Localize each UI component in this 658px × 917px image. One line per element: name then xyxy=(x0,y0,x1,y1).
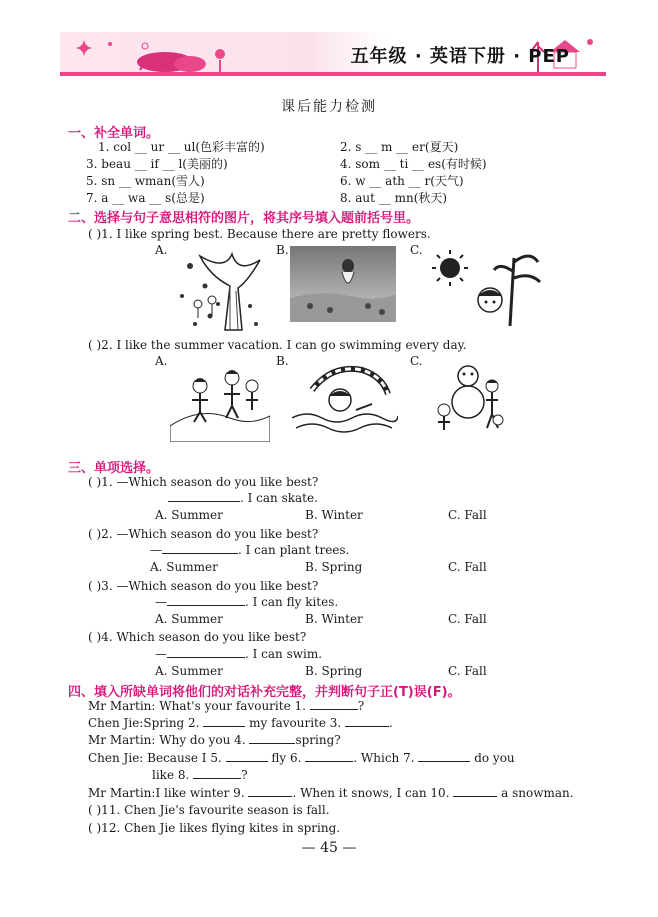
s2-question-2: ( )2. I like the summer vacation. I can go swimming every day. xyxy=(88,338,467,352)
dialog-2-end: . xyxy=(389,716,393,730)
word-item-8: 8. aut __ mn(秋天) xyxy=(340,191,448,205)
s3q3-answer-line xyxy=(155,594,338,610)
s3q2-blank[interactable] xyxy=(162,542,238,554)
tf-question-11: ( )11. Chen Jie's favourite season is fall. xyxy=(88,803,330,817)
s3q1-option-c: C. Fall xyxy=(448,508,487,522)
tree-autumn-image xyxy=(170,246,270,332)
section1-title: 一、补全单词。 xyxy=(68,126,160,141)
dialog-6-end: a snowman. xyxy=(501,786,574,800)
s3q1-option-b: B. Winter xyxy=(305,508,363,522)
dialog-4-end: do you xyxy=(474,751,515,765)
s3q4-option-b: B. Spring xyxy=(305,664,363,678)
dialog-4-mid1: fly 6. xyxy=(271,751,302,765)
word-item-2: 2. s __ m __ er(夏天) xyxy=(340,140,459,154)
s3q4-response: . I can swim. xyxy=(245,647,323,661)
s3q3-response: . I can fly kites. xyxy=(245,595,339,609)
dialog-line-1 xyxy=(88,698,364,714)
s3q1-answer-line xyxy=(168,490,318,506)
s3q1-response: . I can skate. xyxy=(240,491,318,505)
s3-question-1: ( )1. —Which season do you like best? xyxy=(88,475,319,489)
section3-title: 三、单项选择。 xyxy=(68,461,160,476)
blank-10[interactable] xyxy=(453,785,497,797)
s3q3-option-b: B. Winter xyxy=(305,612,363,626)
s3q2-option-b: B. Spring xyxy=(305,560,363,574)
dialog-line-6 xyxy=(88,785,574,801)
s3q2-dash: — xyxy=(150,543,162,557)
s3q1-blank[interactable] xyxy=(168,490,240,502)
s3q3-blank[interactable] xyxy=(167,594,245,606)
dialog-5-text: like 8. xyxy=(152,768,190,782)
swimming-boy-image xyxy=(292,360,398,438)
dialog-1-end: ? xyxy=(357,699,365,713)
dialog-line-5 xyxy=(152,767,248,783)
dialog-3-end: spring? xyxy=(295,733,341,747)
flower-decoration-icon xyxy=(70,34,240,74)
s3-question-2: ( )2. —Which season do you like best? xyxy=(88,527,319,541)
blank-1[interactable] xyxy=(310,698,358,710)
blank-4[interactable] xyxy=(249,732,295,744)
s3q4-answer-line xyxy=(155,646,322,662)
dialog-4-text: Chen Jie: Because I 5. xyxy=(88,751,222,765)
s3q2-option-c: C. Fall xyxy=(448,560,487,574)
page-number: — 45 — xyxy=(301,840,357,856)
s3q1-option-a: A. Summer xyxy=(155,508,223,522)
s3q3-option-a: A. Summer xyxy=(155,612,223,626)
dialog-2-text: Chen Jie:Spring 2. xyxy=(88,716,200,730)
spring-flowers-image xyxy=(290,246,396,322)
s3q4-dash: — xyxy=(155,647,167,661)
section2-title: 二、选择与句子意思相符的图片，将其序号填入题前括号里。 xyxy=(68,211,420,226)
word-item-5: 5. sn __ wman(雪人) xyxy=(86,174,205,188)
dialog-5-end: ? xyxy=(241,768,248,782)
blank-8[interactable] xyxy=(193,767,241,779)
blank-3[interactable] xyxy=(345,715,389,727)
s3q4-option-c: C. Fall xyxy=(448,664,487,678)
blank-9[interactable] xyxy=(248,785,292,797)
s2q2-label-a: A. xyxy=(155,354,168,368)
s2q1-label-c: C. xyxy=(410,243,423,257)
s3q2-response: . I can plant trees. xyxy=(238,543,350,557)
s3q2-option-a: A. Summer xyxy=(150,560,218,574)
s3q3-dash: — xyxy=(155,595,167,609)
page-subtitle: 课后能力检测 xyxy=(281,99,377,115)
s3q2-answer-line xyxy=(150,542,349,558)
dialog-6-mid: . When it snows, I can 10. xyxy=(292,786,450,800)
s2q1-label-a: A. xyxy=(155,243,168,257)
blank-7[interactable] xyxy=(418,750,470,762)
header-line xyxy=(60,72,606,76)
word-item-1: 1. col __ ur __ ul(色彩丰富的) xyxy=(98,140,265,154)
snowman-children-image xyxy=(432,358,508,438)
dialog-line-2 xyxy=(88,715,393,731)
s2q2-label-b: B. xyxy=(276,354,289,368)
word-item-3: 3. beau __ if __ l(美丽的) xyxy=(86,157,228,171)
header-title: 五年级 · 英语下册 · PEP xyxy=(350,46,570,67)
s3q4-blank[interactable] xyxy=(167,646,245,658)
section4-title: 四、填入所缺单词将他们的对话补充完整，并判断句子正(T)误(F)。 xyxy=(68,685,461,700)
blank-6[interactable] xyxy=(305,750,353,762)
page-header xyxy=(60,32,606,80)
dialog-4-mid2: . Which 7. xyxy=(353,751,415,765)
word-item-6: 6. w __ ath __ r(天气) xyxy=(340,174,464,188)
word-item-7: 7. a __ wa __ s(总是) xyxy=(86,191,205,205)
sun-and-boy-image xyxy=(430,248,542,326)
dialog-6-text: Mr Martin:I like winter 9. xyxy=(88,786,245,800)
s3-question-3: ( )3. —Which season do you like best? xyxy=(88,579,319,593)
s3q4-option-a: A. Summer xyxy=(155,664,223,678)
s2-question-1: ( )1. I like spring best. Because there are pretty flowers. xyxy=(88,227,431,241)
blank-2[interactable] xyxy=(203,715,245,727)
blank-5[interactable] xyxy=(226,750,268,762)
word-item-4: 4. som __ ti __ es(有时候) xyxy=(340,157,487,171)
dialog-2-mid: my favourite 3. xyxy=(249,716,342,730)
dialog-3-text: Mr Martin: Why do you 4. xyxy=(88,733,246,747)
s3q3-option-c: C. Fall xyxy=(448,612,487,626)
dialog-line-3 xyxy=(88,732,341,748)
s2q2-label-c: C. xyxy=(410,354,423,368)
tf-question-12: ( )12. Chen Jie likes flying kites in spring. xyxy=(88,821,341,835)
s3-question-4: ( )4. Which season do you like best? xyxy=(88,630,307,644)
children-hiking-image xyxy=(170,356,270,442)
dialog-line-4 xyxy=(88,750,515,766)
s2q1-label-b: B. xyxy=(276,243,289,257)
dialog-1-text: Mr Martin: What's your favourite 1. xyxy=(88,699,306,713)
